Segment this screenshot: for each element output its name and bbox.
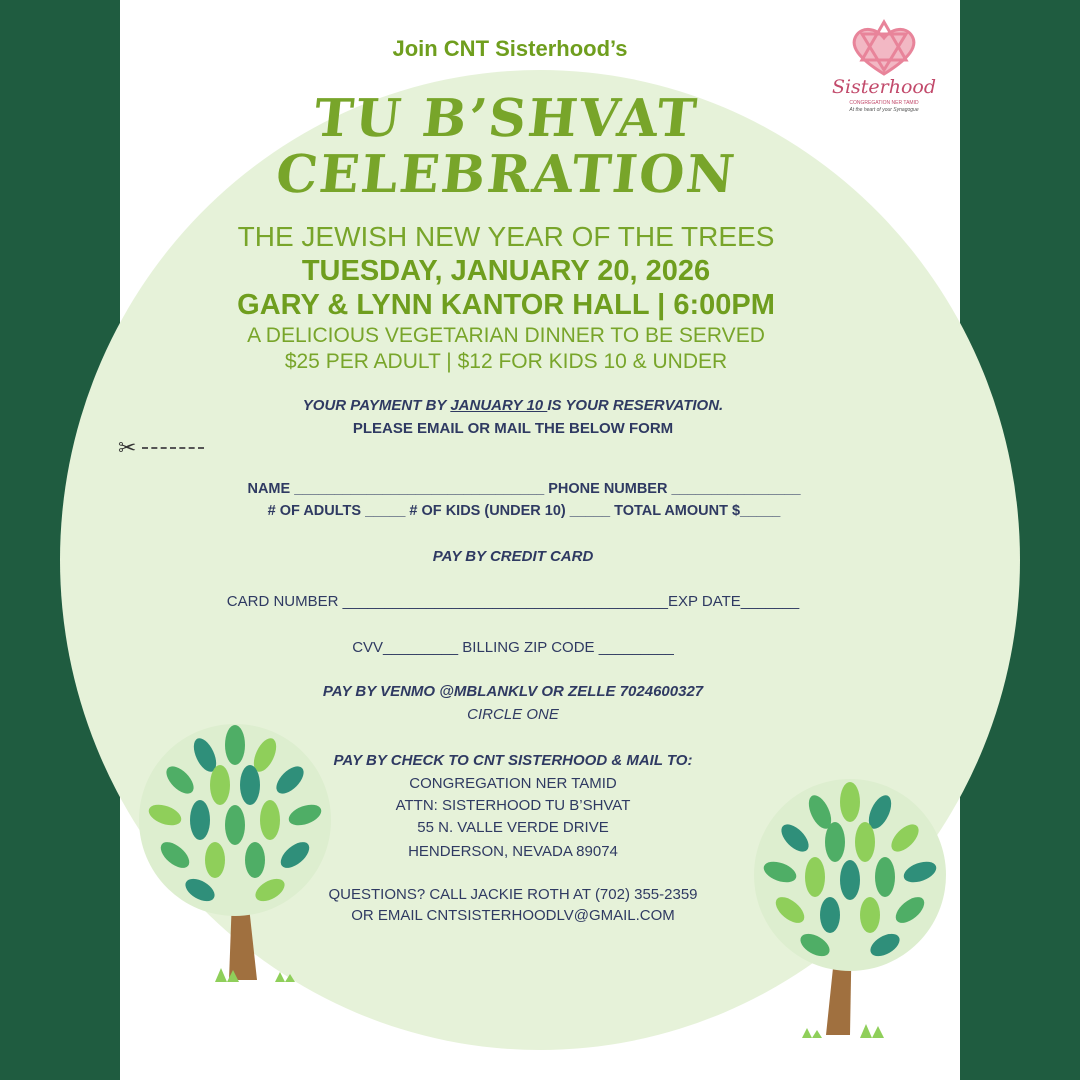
form-row-name-phone: NAME _______________________________ PHONE NUMBER ________________ — [247, 481, 801, 497]
payment-note-before: YOUR PAYMENT BY — [302, 397, 451, 414]
dinner-note: A DELICIOUS VEGETARIAN DINNER TO BE SERVED — [247, 324, 765, 347]
card-number-row: CARD NUMBER _______________________________________EXP DATE_______ — [226, 593, 800, 610]
payment-deadline-note — [93, 397, 933, 414]
logo-tagline: At the heart of your Synagogue — [849, 107, 919, 113]
address-line-4: HENDERSON, NEVADA 89074 — [408, 843, 618, 860]
questions-line: QUESTIONS? CALL JACKIE ROTH AT (702) 355-2359 — [328, 886, 698, 903]
scissors-icon: ✂ — [118, 436, 137, 461]
ticket-prices: $25 PER ADULT | $12 FOR KIDS 10 & UNDER — [284, 350, 728, 373]
address-line-2: ATTN: SISTERHOOD TU B’SHVAT — [395, 797, 631, 814]
payment-deadline: JANUARY 10 — [450, 397, 548, 414]
form-row-counts: # OF ADULTS _____ # OF KIDS (UNDER 10) _____ TOTAL AMOUNT $_____ — [267, 503, 781, 519]
event-date: TUESDAY, JANUARY 20, 2026 — [301, 255, 711, 287]
circle-one-note: CIRCLE ONE — [467, 706, 559, 723]
intro-text: Join CNT Sisterhood’s — [392, 36, 628, 61]
address-line-1: CONGREGATION NER TAMID — [409, 775, 617, 792]
address-line-3: 55 N. VALLE VERDE DRIVE — [417, 819, 609, 836]
check-heading: PAY BY CHECK TO CNT SISTERHOOD & MAIL TO: — [333, 752, 693, 769]
form-instruction: PLEASE EMAIL OR MAIL THE BELOW FORM — [352, 420, 674, 437]
logo-wordmark: Sisterhood — [831, 76, 937, 98]
payment-note-after: IS YOUR RESERVATION. — [547, 397, 724, 414]
event-title-line1: TU B’SHVAT — [311, 88, 701, 149]
event-subtitle: THE JEWISH NEW YEAR OF THE TREES — [237, 221, 775, 252]
event-venue-time: GARY & LYNN KANTOR HALL | 6:00PM — [237, 289, 775, 321]
cut-line — [142, 447, 204, 449]
event-title-line2: CELEBRATION — [272, 144, 740, 205]
logo-subtext: CONGREGATION NER TAMID — [849, 100, 919, 106]
tree-illustration-right — [740, 780, 960, 1050]
credit-card-heading: PAY BY CREDIT CARD — [432, 548, 594, 565]
flyer-page — [120, 0, 960, 1080]
email-line: OR EMAIL CNTSISTERHOODLV@GMAIL.COM — [351, 907, 675, 924]
cvv-zip-row: CVV_________ BILLING ZIP CODE _________ — [352, 639, 674, 656]
venmo-zelle-line: PAY BY VENMO @MBLANKLV OR ZELLE 7024600327 — [322, 683, 704, 700]
tree-illustration-left — [125, 720, 345, 990]
